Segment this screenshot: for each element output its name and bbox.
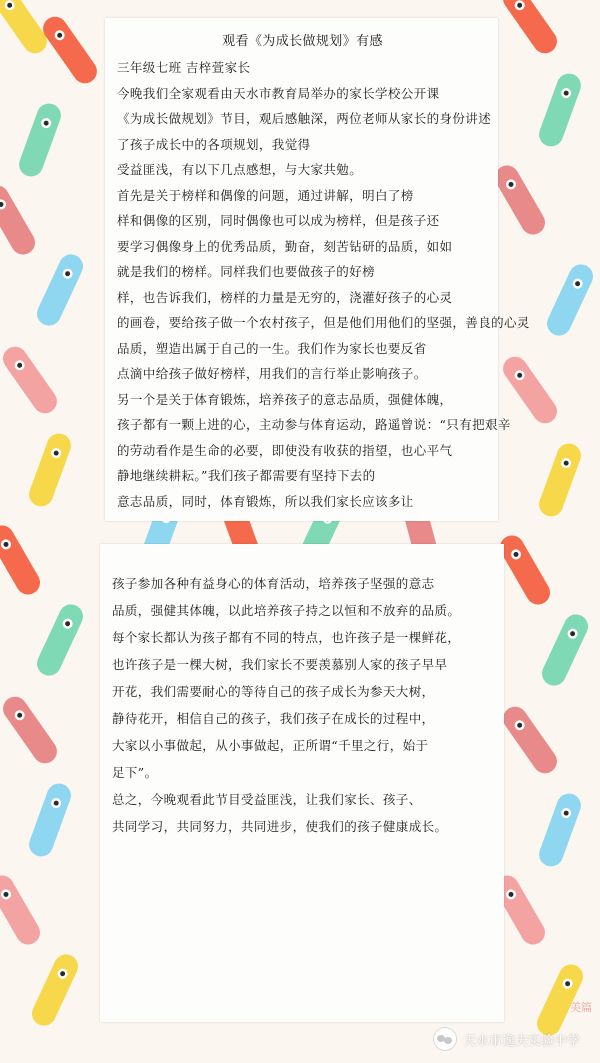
handwritten-line: 也许孩子是一棵大树，我们家长不要羡慕别人家的孩子早早 xyxy=(112,657,448,672)
handwritten-line: 总之，今晚观看此节目受益匪浅，让我们家长、孩子、 xyxy=(112,792,422,807)
handwritten-line: 品质，强健其体魄，以此培养孩子持之以恒和不放弃的品质。 xyxy=(112,603,461,618)
background-stripe xyxy=(33,600,87,679)
handwritten-line: 每个家长都认为孩子都有不同的特点，也许孩子是一棵鲜花， xyxy=(112,630,461,645)
background-stripe xyxy=(0,521,44,599)
background-stripe xyxy=(496,531,555,609)
handwritten-line: 了孩子成长中的各项规划，我觉得 xyxy=(117,136,311,152)
background-stripe xyxy=(0,181,39,259)
handwritten-line: 《为成长做规划》节目，观后感触深，两位老师从家长的身份讲述 xyxy=(117,111,492,126)
school-watermark xyxy=(433,1027,580,1051)
handwritten-line: 点滴中给孩子做好榜样，用我们的言行举止影响孩子。 xyxy=(117,366,427,381)
handwritten-line: 就是我们的榜样。同样我们也要做孩子的好榜 xyxy=(117,264,376,279)
handwritten-line: 孩子参加各种有益身心的体育活动，培养孩子坚强的意志 xyxy=(112,576,435,591)
handwritten-line: 品质，塑造出属于自己的一生。我们作为家长也要反省 xyxy=(117,340,427,356)
handwritten-line: 今晚我们全家观看由天水市教育局举办的家长学校公开课 xyxy=(117,85,440,101)
background-stripe xyxy=(543,260,597,339)
handwritten-line: 样和偶像的区别，同时偶像也可以成为榜样，但是孩子还 xyxy=(117,213,440,228)
meipian-logo: 美篇 xyxy=(570,1001,592,1014)
handwritten-line: 的劳动看作是生命的必要，即使没有收获的指望，也心平气 xyxy=(117,442,453,458)
handwritten-line: 静地继续耕耘。”我们孩子都需要有坚持下去的 xyxy=(117,468,376,483)
background-stripe xyxy=(26,780,75,860)
handwritten-line: 的画卷，要给孩子做一个农村孩子，但是他们用他们的坚强，善良的心灵 xyxy=(117,315,530,330)
handwritten-page-2 xyxy=(100,544,504,1022)
background-stripe xyxy=(536,440,585,520)
background-stripe xyxy=(538,610,592,689)
watermark-text: 天水市逸夫实验中学 xyxy=(462,1033,580,1049)
background-stripe xyxy=(536,790,585,870)
wechat-icon xyxy=(433,1027,457,1051)
handwritten-line: 受益匪浅，有以下几点感想，与大家共勉。 xyxy=(117,162,363,177)
background-stripe xyxy=(491,161,550,239)
handwritten-line: 静待花开，相信自己的孩子，我们孩子在成长的过程中， xyxy=(112,711,435,726)
handwritten-line: 要学习偶像身上的优秀品质，勤奋，刻苦钻研的品质，如如 xyxy=(117,238,453,254)
handwritten-line: 首先是关于榜样和偶像的问题，通过讲解，明白了榜 xyxy=(117,187,414,203)
handwritten-line: 大家以小事做起，从小事做起，正所谓“千里之行，始于 xyxy=(112,738,429,753)
background-stripe xyxy=(38,12,101,88)
handwritten-line: 开花，我们需要耐心的等待自己的孩子成长为参天大树， xyxy=(112,684,435,699)
background-stripe xyxy=(16,100,65,180)
handwritten-line: 三年级七班 吉梓萱家长 xyxy=(117,60,251,75)
background-stripe xyxy=(26,430,75,510)
background-stripe xyxy=(33,250,87,329)
background-stripe xyxy=(0,342,62,418)
background-stripe xyxy=(0,871,44,949)
handwritten-line: 意志品质，同时，体育锻炼，所以我们家长应该多让 xyxy=(117,493,414,509)
handwritten-line: 共同学习，共同努力，共同进步，使我们的孩子健康成长。 xyxy=(112,819,448,834)
background-stripe xyxy=(498,0,561,58)
handwritten-line: 足下”。 xyxy=(112,765,158,780)
handwritten-line: 孩子都有一颗上进的心，主动参与体育运动，路遥曾说：“只有把艰辛 xyxy=(117,417,511,432)
background-stripe xyxy=(498,702,561,778)
handwritten-line: 另一个是关于体育锻炼，培养孩子的意志品质，强健体魄， xyxy=(117,391,453,407)
essay-title: 观看《为成长做规划》有感 xyxy=(222,34,383,49)
handwritten-page-1 xyxy=(105,18,530,521)
background-stripe xyxy=(28,950,82,1029)
background-stripe xyxy=(0,692,62,768)
background-stripe xyxy=(536,70,585,150)
handwritten-line: 样，也告诉我们，榜样的力量是无穷的，浇灌好孩子的心灵 xyxy=(117,289,453,305)
